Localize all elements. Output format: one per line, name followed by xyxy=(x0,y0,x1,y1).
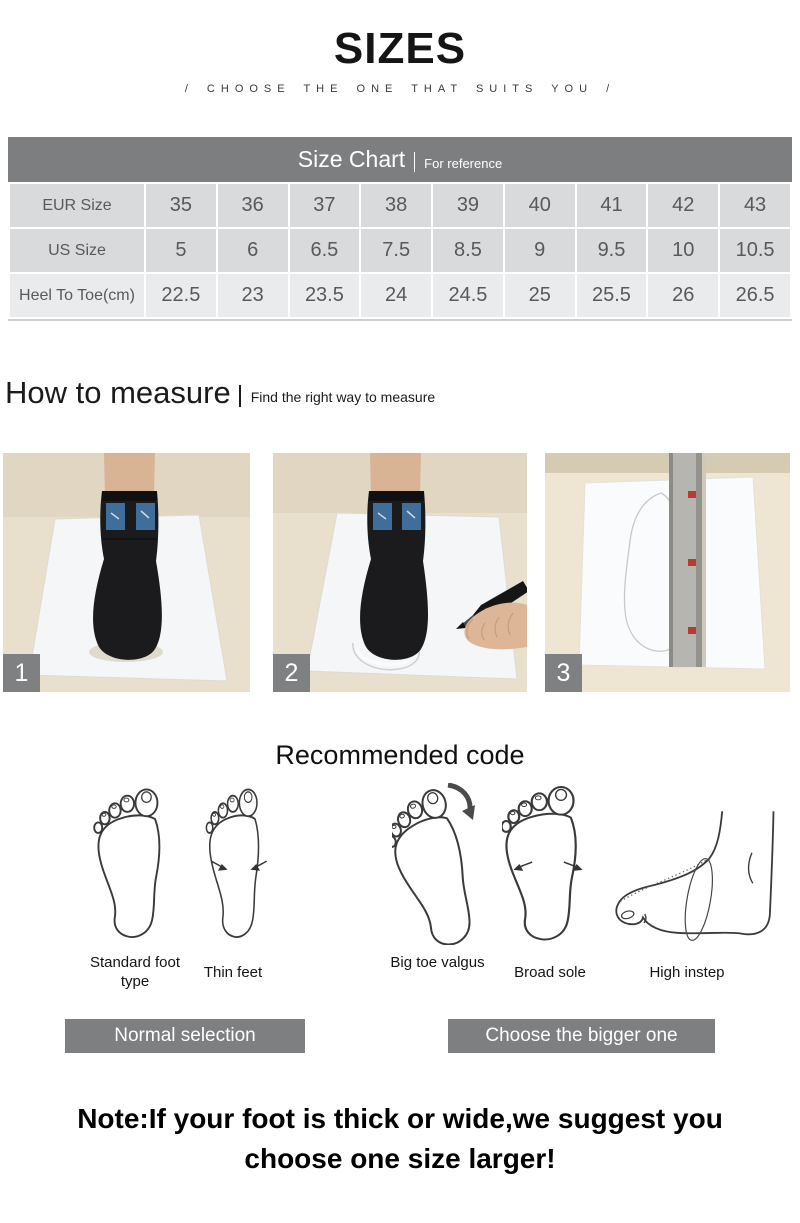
size-cell: 10 xyxy=(647,228,719,273)
size-cell: 22.5 xyxy=(145,273,217,318)
step-number-badge: 1 xyxy=(3,654,40,692)
row-label: US Size xyxy=(9,228,145,273)
size-cell: 26.5 xyxy=(719,273,791,318)
size-cell: 25 xyxy=(504,273,576,318)
size-cell: 9 xyxy=(504,228,576,273)
big-toe-valgus-diagram xyxy=(392,783,484,945)
recommendation-bars xyxy=(0,1019,800,1053)
size-cell: 38 xyxy=(360,183,432,228)
page-title: SIZES xyxy=(333,24,467,73)
size-note-line2: choose one size larger! xyxy=(244,1143,556,1174)
broad-sole-diagram xyxy=(502,785,594,943)
sock-on-paper-photo xyxy=(3,453,250,692)
size-cell: 6 xyxy=(217,228,289,273)
thin-feet-diagram xyxy=(196,785,282,943)
step-number-badge: 2 xyxy=(273,654,310,692)
size-cell: 25.5 xyxy=(576,273,648,318)
size-cell: 23.5 xyxy=(289,273,361,318)
foot-type-label: Broad sole xyxy=(514,964,586,981)
row-label: EUR Size xyxy=(9,183,145,228)
table-row-heel-toe xyxy=(9,273,791,318)
measure-step-photo-1 xyxy=(3,453,250,692)
size-cell: 43 xyxy=(719,183,791,228)
foot-type-label: High instep xyxy=(649,964,725,981)
how-to-measure-title: How to measure xyxy=(5,375,231,410)
step-number-badge: 3 xyxy=(545,654,582,692)
foot-type-label: Standard foot type xyxy=(89,954,181,990)
how-to-measure-subtitle: Find the right way to measure xyxy=(250,389,436,405)
size-cell: 24.5 xyxy=(432,273,504,318)
foot-type-diagrams xyxy=(0,783,800,951)
size-cell: 42 xyxy=(647,183,719,228)
page-header xyxy=(0,0,800,95)
recommended-code-title: Recommended code xyxy=(275,740,525,770)
size-cell: 37 xyxy=(289,183,361,228)
measure-step-photo-2 xyxy=(273,453,527,692)
size-note xyxy=(0,1099,800,1179)
size-chart-table xyxy=(8,182,792,319)
size-cell: 41 xyxy=(576,183,648,228)
size-cell: 26 xyxy=(647,273,719,318)
standard-foot-diagram xyxy=(92,785,178,943)
normal-selection-bar: Normal selection xyxy=(65,1019,305,1053)
size-cell: 10.5 xyxy=(719,228,791,273)
choose-bigger-bar: Choose the bigger one xyxy=(448,1019,715,1053)
size-cell: 7.5 xyxy=(360,228,432,273)
size-note-line1: Note:If your foot is thick or wide,we suggest you xyxy=(77,1103,723,1134)
size-chart-header xyxy=(8,137,792,182)
foot-type-label: Thin feet xyxy=(203,964,263,981)
row-label: Heel To Toe(cm) xyxy=(9,273,145,318)
size-cell: 8.5 xyxy=(432,228,504,273)
divider xyxy=(239,385,241,407)
table-row-us xyxy=(9,228,791,273)
size-cell: 24 xyxy=(360,273,432,318)
measure-step-photo-3 xyxy=(545,453,790,692)
size-chart-note: For reference xyxy=(424,155,503,171)
foot-type-labels xyxy=(0,951,800,1005)
size-chart-title: Size Chart xyxy=(297,146,406,172)
size-cell: 40 xyxy=(504,183,576,228)
size-cell: 35 xyxy=(145,183,217,228)
size-cell: 6.5 xyxy=(289,228,361,273)
size-chart xyxy=(8,137,792,321)
size-cell: 36 xyxy=(217,183,289,228)
how-to-measure-heading xyxy=(5,375,800,411)
measure-steps xyxy=(0,453,800,692)
divider xyxy=(414,152,415,172)
size-cell: 9.5 xyxy=(576,228,648,273)
foot-type-label: Big toe valgus xyxy=(390,954,485,971)
size-cell: 39 xyxy=(432,183,504,228)
page-subtitle: / CHOOSE THE ONE THAT SUITS YOU / xyxy=(184,83,616,95)
table-row-eur xyxy=(9,183,791,228)
tracing-foot-photo xyxy=(273,453,527,692)
size-cell: 5 xyxy=(145,228,217,273)
high-instep-diagram xyxy=(598,809,778,945)
size-cell: 23 xyxy=(217,273,289,318)
